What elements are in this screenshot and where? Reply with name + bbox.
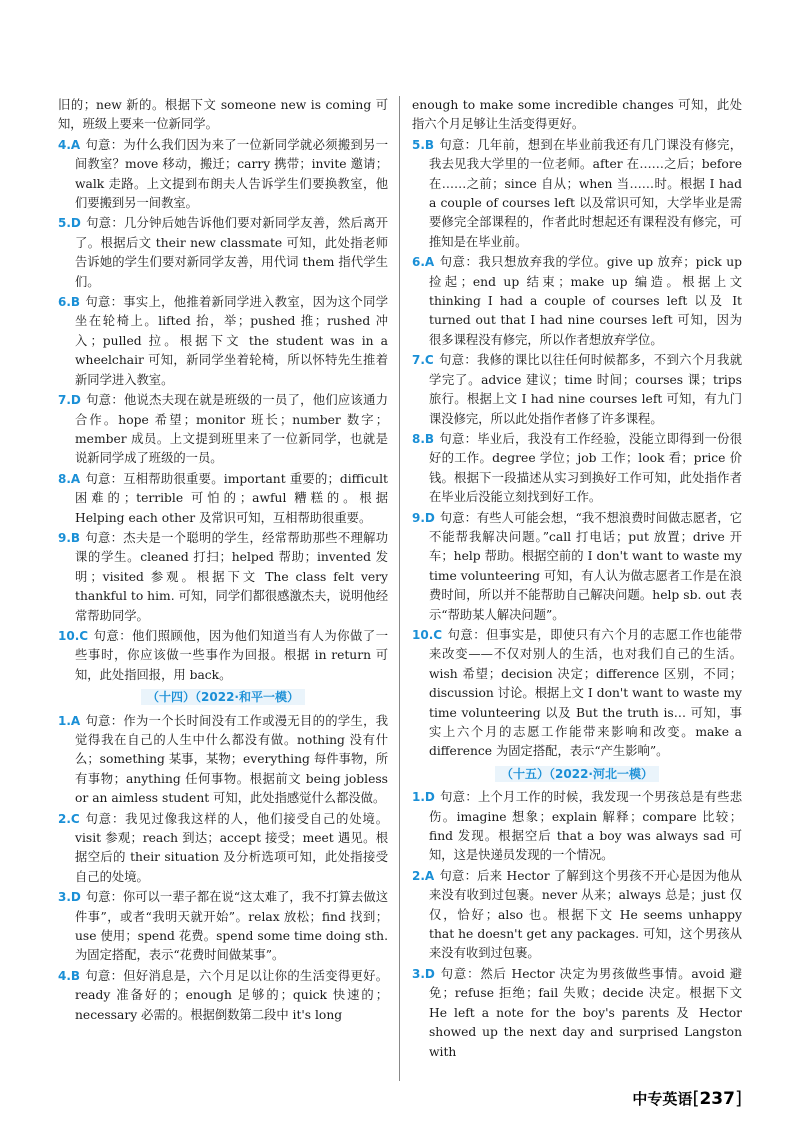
section-heading-14: （十四）（2022·和平一模） — [58, 688, 388, 707]
explanation-text: 句意：杰夫是一个聪明的学生，经常帮助那些不理解功课的学生。cleaned 打扫；helped 帮助；invented 发明；visited 参观。根据下文 The class felt very thankful to him. 可知，同学们都很感激杰夫，说明他经常帮助同学。 — [75, 530, 388, 623]
explanation-text: 句意：我只想放弃我的学位。give up 放弃；pick up 捡起；end up 结束；make up 编造。根据上文 thinking I had a couple of courses left 以及 It turned out that I had nine courses left 可知，因为很多课程没有修完，所以作者想放弃学位。 — [429, 255, 742, 347]
explanation-text: 句意：你可以一辈子都在说“这太难了，我不打算去做这件事”，或者“我明天就开始”。relax 放松；find 找到；use 使用；spend 花费。spend some time doing sth. 为固定搭配，表示“花费时间做某事”。 — [75, 890, 388, 963]
page-footer — [632, 1088, 742, 1109]
answer-letter: D — [424, 790, 435, 805]
right-column — [412, 96, 742, 1063]
answer-entry — [412, 965, 742, 1062]
explanation-text: 句意：我见过像我这样的人，他们接受自己的处境。visit 参观；reach 到达；accept 接受；meet 遇见。根据空后的 their situation 及分析选项可知，此处指接受自己的处境。 — [75, 811, 388, 884]
explanation-text: 句意：几分钟后她告诉他们要对新同学友善，然后离开了。根据后文 their new classmate 可知，此处指老师告诉她的学生们要对新同学友善，用代词 them 指代学生们。 — [75, 216, 388, 289]
answer-entry — [412, 136, 742, 252]
explanation-text: 句意：上个月工作的时候，我发现一个男孩总是有些悲伤。imagine 想象；explain 解释；compare 比较；find 发现。根据空后 that a boy was always sad 可知，这是快递员发现的一个情况。 — [429, 790, 742, 863]
column-divider — [399, 96, 400, 1081]
answer-letter: A — [70, 137, 81, 152]
explanation-text: 句意：作为一个长时间没有工作或漫无目的的学生，我觉得我在自己的人生中什么都没有做。nothing 没有什么；something 某事，某物；everything 每件事物，所有事物；anything 任何事物。根据前文 being jobless or an aimless student 可知，此处指感觉什么都没做。 — [75, 713, 388, 806]
answer-letter: B — [424, 137, 435, 152]
bracket-right: ] — [734, 1088, 742, 1109]
answer-letter: A — [70, 713, 81, 728]
question-number: 8. — [412, 431, 425, 446]
answer-letter: C — [433, 627, 443, 642]
explanation-text: 句意：但事实是，即使只有六个月的志愿工作也能带来改变——不仅对别人的生活，也对我们自己的生活。wish 希望；decision 决定；difference 区别，不同；discussion 讨论。根据上文 I don't want to waste my time volunteering 以及 But the truth is… 可知，事实上六个月的志愿工作能带来影响和改变。make a difference 为固定搭配，表示“产生影响”。 — [429, 627, 742, 759]
explanation-text: 句意：有些人可能会想，“我不想浪费时间做志愿者，它不能帮我解决问题。”call 打电话；put 放置；drive 开车；help 帮助。根据空前的 I don't want to waste my time volunteering 可知，有人认为做志愿者工作是在浪费时间，所以并不能帮助自己解决问题。help sb. out 表示“帮助某人解决问题”。 — [429, 510, 742, 622]
answer-entry — [412, 351, 742, 429]
question-number: 10. — [412, 627, 434, 642]
page-number: 237 — [699, 1089, 735, 1109]
answer-entry — [58, 96, 388, 135]
question-number: 9. — [58, 530, 71, 545]
question-number: 5. — [412, 137, 425, 152]
section-heading-15: （十五）（2022·河北一模） — [412, 765, 742, 784]
question-number: 6. — [412, 255, 425, 270]
answer-entry — [58, 136, 388, 214]
answer-letter: B — [70, 530, 81, 545]
answer-entry — [58, 810, 388, 888]
answer-letter: D — [70, 393, 81, 408]
explanation-text: 句意：他们照顾他，因为他们知道当有人为你做了一些事时，你应该做一些事作为回报。根据 in return 可知，此处指回报，用 back。 — [75, 628, 388, 682]
explanation-text: 句意：为什么我们因为来了一位新同学就必须搬到另一间教室？move 移动，搬迁；carry 携带；invite 邀请；walk 走路。上文提到布朗夫人告诉学生们要换教室，他们要搬到另一间教室。 — [75, 137, 388, 211]
answer-letter: D — [424, 966, 435, 981]
explanation-text: 句意：互相帮助很重要。important 重要的；difficult 困难的；terrible 可怕的；awful 糟糕的。根据 Helping each other 及常识可知，互相帮助很重要。 — [75, 471, 388, 525]
answer-letter: D — [70, 890, 81, 905]
explanation-text: enough to make some incredible changes 可知，此处指六个月足够让生活变得更好。 — [412, 98, 742, 132]
question-number: 10. — [58, 628, 80, 643]
question-number: 4. — [58, 968, 71, 983]
explanation-text: 旧的；new 新的。根据下文 someone new is coming 可知，班级上要来一位新同学。 — [58, 98, 388, 132]
answer-letter: B — [424, 431, 435, 446]
question-number: 3. — [58, 890, 71, 905]
answer-entry — [58, 967, 388, 1025]
answer-entry — [412, 867, 742, 964]
question-number: 5. — [58, 216, 71, 231]
question-number: 7. — [412, 353, 425, 368]
question-number: 6. — [58, 295, 71, 310]
answer-entry — [412, 96, 742, 135]
question-number: 4. — [58, 137, 71, 152]
answer-letter: C — [424, 353, 434, 368]
answer-entry — [412, 626, 742, 762]
question-number: 2. — [412, 868, 425, 883]
question-number: 1. — [58, 713, 71, 728]
bracket-left: [ — [692, 1088, 700, 1109]
answer-entry — [58, 627, 388, 685]
answer-letter: A — [70, 471, 81, 486]
answer-entry — [58, 293, 388, 390]
answer-letter: C — [79, 628, 89, 643]
answer-letter: A — [424, 255, 435, 270]
answer-entry — [412, 430, 742, 508]
question-number: 9. — [412, 510, 425, 525]
question-number: 3. — [412, 966, 425, 981]
answer-entry — [58, 391, 388, 469]
answer-letter: A — [424, 868, 435, 883]
explanation-text: 句意：我修的课比以往任何时候都多，不到六个月我就学完了。advice 建议；time 时间；courses 课；trips 旅行。根据上文 I had nine courses left 可知，有九门课没修完，所以此处指作者修了许多课程。 — [429, 353, 742, 426]
answer-entry — [58, 712, 388, 809]
explanation-text: 句意：但好消息是，六个月足以让你的生活变得更好。ready 准备好的；enough 足够的；quick 快速的；necessary 必需的。根据倒数第二段中 it's long — [75, 968, 388, 1022]
answer-letter: B — [70, 295, 81, 310]
explanation-text: 句意：毕业后，我没有工作经验，没能立即得到一份很好的工作。degree 学位；job 工作；look 看；price 价钱。根据下一段描述从实习到换好工作可知，此处指作者在毕业后没能立刻找到好工作。 — [429, 431, 742, 505]
explanation-text: 句意：事实上，他推着新同学进入教室，因为这个同学坐在轮椅上。lifted 抬，举；pushed 推；rushed 冲入；pulled 拉。根据下文 the student was in a wheelchair 可知，新同学坐着轮椅，所以怀特先生推着新同学进入教室。 — [75, 295, 388, 387]
question-number: 7. — [58, 393, 71, 408]
question-number: 1. — [412, 790, 425, 805]
explanation-text: 句意：后来 Hector 了解到这个男孩不开心是因为他从来没有收到过包裹。never 从来；always 总是；just 仅仅，恰好；also 也。根据下文 He seems unhappy that he doesn't get any packages. 可知，这个男孩从来没有收到过包裹。 — [429, 868, 742, 961]
explanation-text: 句意：他说杰夫现在就是班级的一员了，他们应该通力合作。hope 希望；monitor 班长；number 数字；member 成员。上文提到班里来了一位新同学，也就是说新同学成了班级的一员。 — [75, 393, 388, 466]
answer-letter: B — [70, 968, 81, 983]
answer-entry — [58, 214, 388, 292]
explanation-text: 句意：几年前，想到在毕业前我还有几门课没有修完，我去见我大学里的一位老师。after 在……之后；before 在……之前；since 自从；when 当……时。根据 I had a couple of courses left 以及常识可知，大学毕业是需要修完全部课程的，作者此时想起还有课程没有修完，可推知是在毕业前。 — [429, 137, 742, 249]
question-number: 2. — [58, 811, 71, 826]
answer-entry — [412, 788, 742, 866]
answer-entry — [412, 509, 742, 625]
answer-entry — [58, 470, 388, 528]
left-column — [58, 96, 388, 1026]
answer-letter: C — [70, 811, 80, 826]
question-number: 8. — [58, 471, 71, 486]
answer-entry — [58, 888, 388, 966]
answer-letter: D — [424, 510, 435, 525]
book-title: 中专英语 — [632, 1090, 693, 1108]
answer-entry — [412, 253, 742, 350]
answer-letter: D — [70, 216, 81, 231]
explanation-text: 句意：然后 Hector 决定为男孩做些事情。avoid 避免；refuse 拒绝；fail 失败；decide 决定。根据下文 He left a note for the boy's parents 及 Hector showed up the next day and surprised Langston with — [429, 966, 742, 1059]
answer-entry — [58, 529, 388, 626]
